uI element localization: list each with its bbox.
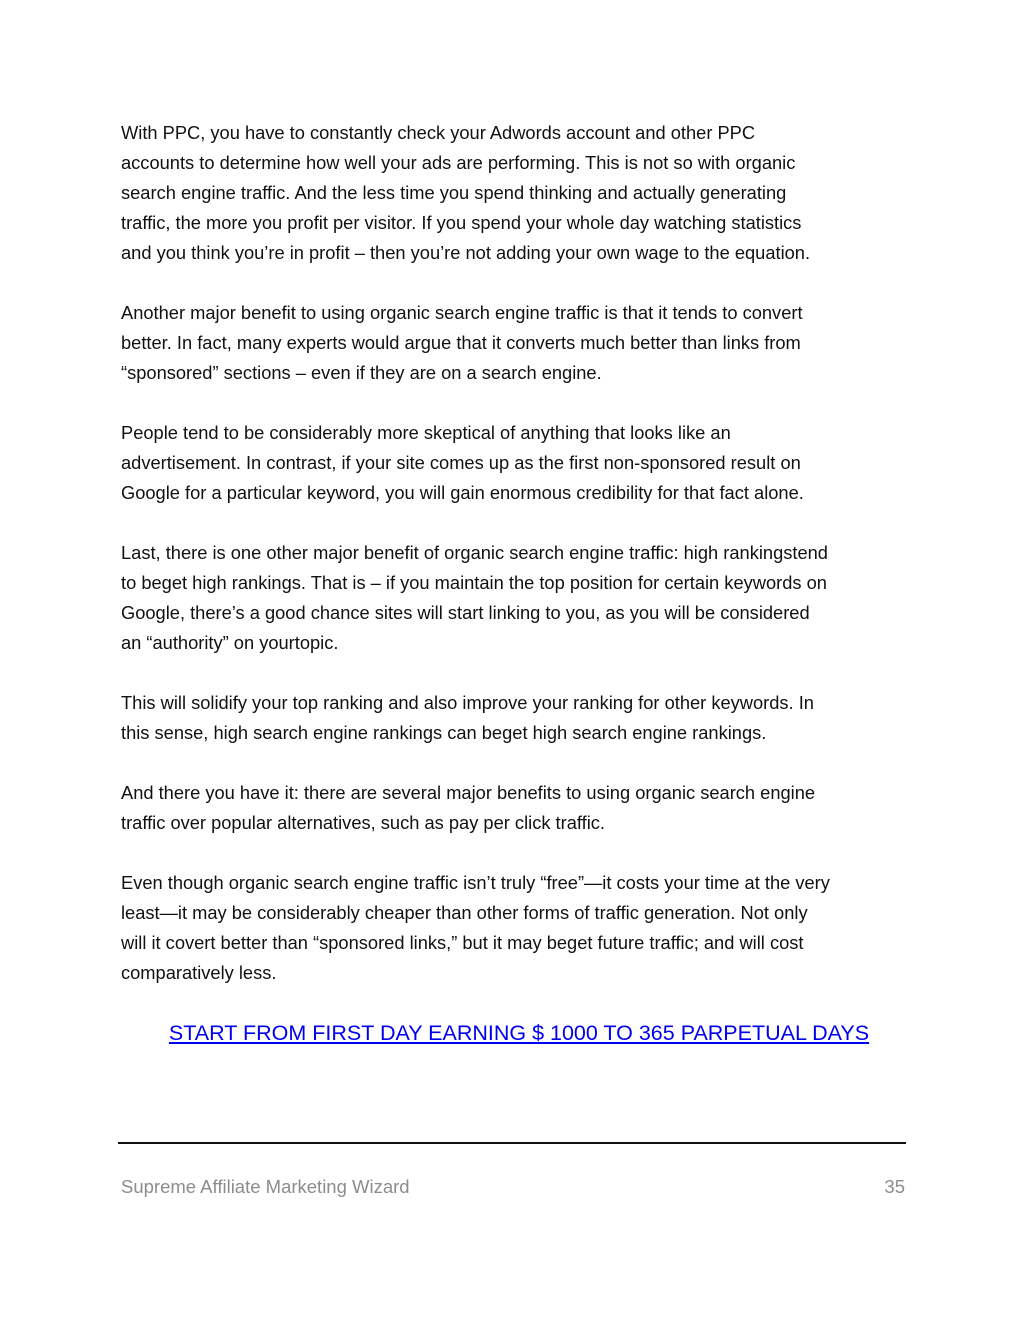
- footer-title: Supreme Affiliate Marketing Wizard: [121, 1176, 410, 1197]
- document-page: [121, 118, 911, 1048]
- cta-link[interactable]: START FROM FIRST DAY EARNING $ 1000 TO 365 PARPETUAL DAYS: [168, 1021, 870, 1045]
- paragraph-summary: And there you have it: there are several major benefits to using organic search engine traffic over popular alternatives, such as pay per click traffic.: [121, 782, 816, 833]
- paragraph-ppc-monitoring: With PPC, you have to constantly check your Adwords account and other PPC accounts to determine how well your ads are performing. This is not so with organic search engine traffic. And the less time you spend thinking and actually generating traffic, the more you profit per visitor. If you spend your whole day watching statistics and you think you’re in profit – then you’re not adding your own wage to the equation.: [121, 122, 811, 263]
- paragraph-conclusion: Even though organic search engine traffic isn’t truly “free”—it costs your time at the very least—it may be considerably cheaper than other forms of traffic generation. Not only will it covert better than “sponsored links,” but it may beget future traffic; and will cost comparatively less.: [121, 872, 830, 983]
- paragraph-skepticism: People tend to be considerably more skeptical of anything that looks like an advertisement. In contrast, if your site comes up as the first non-sponsored result on Google for a particular keyword, you will gain enormous credibility for that fact alone.: [121, 422, 804, 503]
- paragraph-rankings-beget-rankings: Last, there is one other major benefit of organic search engine traffic: high rankingstend to beget high rankings. That is – if you maintain the top position for certain keywords on Google, there’s a good chance sites will start linking to you, as you will be considered an “authority” on yourtopic.: [121, 542, 828, 653]
- page-footer: [121, 1175, 905, 1199]
- footer-divider: [118, 1142, 906, 1144]
- paragraph-conversion-benefit: Another major benefit to using organic search engine traffic is that it tends to convert better. In fact, many experts would argue that it converts much better than links from “sponsored” sections – even if they are on a search engine.: [121, 302, 803, 383]
- page-number: 35: [884, 1176, 905, 1197]
- paragraph-solidify-ranking: This will solidify your top ranking and also improve your ranking for other keywords. In this sense, high search engine rankings can beget high search engine rankings.: [121, 692, 814, 743]
